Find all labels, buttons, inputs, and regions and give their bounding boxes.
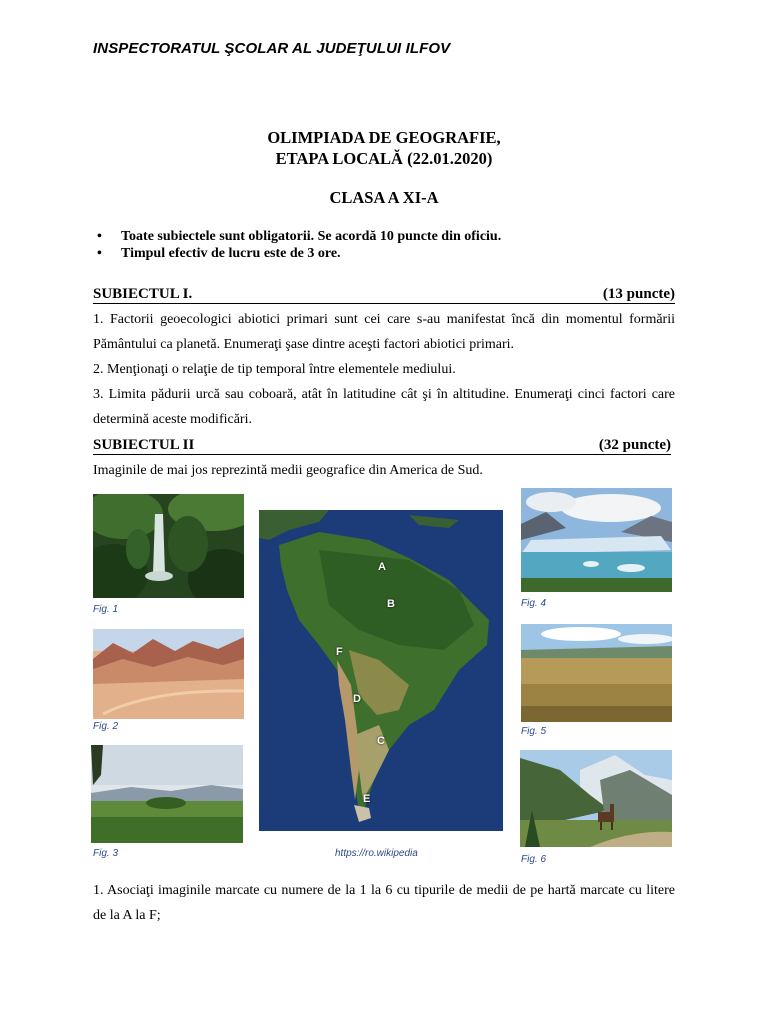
subject-1-question-3: 3. Limita pădurii urcă sau coboară, atât în latitudine cât şi în altitudine. Enumeraţi cinci factori care determină aceste modificări. (93, 387, 675, 427)
subject-1-points: (13 puncte) (602, 286, 675, 302)
map-label-b: B (387, 598, 395, 610)
subject-2-heading (93, 437, 671, 455)
map-source: https://ro.wikipedia (335, 848, 418, 859)
rules-list (93, 228, 693, 262)
figure-2-image (93, 629, 244, 719)
figure-1-image (93, 494, 244, 598)
subject-2-question-1: 1. Asociaţi imaginile marcate cu numere de la 1 la 6 cu tipurile de medii de pe hartă marcate cu litere de la A la F; (93, 883, 675, 923)
subject-2-points: (32 puncte) (598, 437, 671, 453)
rule-item: • Timpul efectiv de lucru este de 3 ore. (93, 245, 693, 262)
figure-5-caption: Fig. 5 (521, 726, 547, 737)
south-america-map (259, 510, 503, 831)
steppe-illustration (521, 624, 672, 722)
title-line-1: OLIMPIADA DE GEOGRAFIE, (267, 128, 501, 147)
figure-4-caption: Fig. 4 (521, 598, 547, 609)
subject-2-title: SUBIECTUL II (93, 437, 195, 453)
map-label-e: E (363, 793, 371, 805)
subject-1-question-2: 2. Menţionaţi o relaţie de tip temporal între elementele mediului. (93, 362, 456, 377)
subject-1-heading (93, 286, 675, 304)
map-label-d: D (353, 693, 361, 705)
map-label-f: F (336, 646, 343, 658)
inspectorat-header: INSPECTORATUL ŞCOLAR AL JUDEŢULUI ILFOV (93, 40, 451, 57)
subject-2-intro: Imaginile de mai jos reprezintă medii geografice din America de Sud. (93, 463, 483, 478)
desert-illustration (93, 629, 244, 719)
south-america-map-illustration (259, 510, 503, 831)
savanna-illustration (91, 745, 243, 843)
figure-4-image (521, 488, 672, 592)
subject-1-title: SUBIECTUL I. (93, 286, 193, 302)
title-line-2: ETAPA LOCALĂ (22.01.2020) (275, 149, 493, 168)
figure-3-caption: Fig. 3 (93, 848, 119, 859)
figure-6-caption: Fig. 6 (521, 854, 547, 865)
class-title: CLASA A XI-A (329, 188, 439, 207)
figure-6-image (520, 750, 672, 847)
figure-2-caption: Fig. 2 (93, 721, 119, 732)
subject-1-question-1: 1. Factorii geoecologici abiotici primari sunt cei care s-au manifestat încă din momentul formării Pământului ca planetă. Enumeraţi şase dintre aceşti factori abiotici primari. (93, 312, 675, 352)
map-label-c: C (377, 735, 385, 747)
rainforest-illustration (93, 494, 244, 598)
figure-5-image (521, 624, 672, 722)
map-label-a: A (378, 561, 386, 573)
andes-llama-illustration (520, 750, 672, 847)
glacier-illustration (521, 488, 672, 592)
figure-1-caption: Fig. 1 (93, 604, 119, 615)
rule-item: • Toate subiectele sunt obligatorii. Se acordă 10 puncte din oficiu. (93, 228, 693, 245)
figure-3-image (91, 745, 243, 843)
